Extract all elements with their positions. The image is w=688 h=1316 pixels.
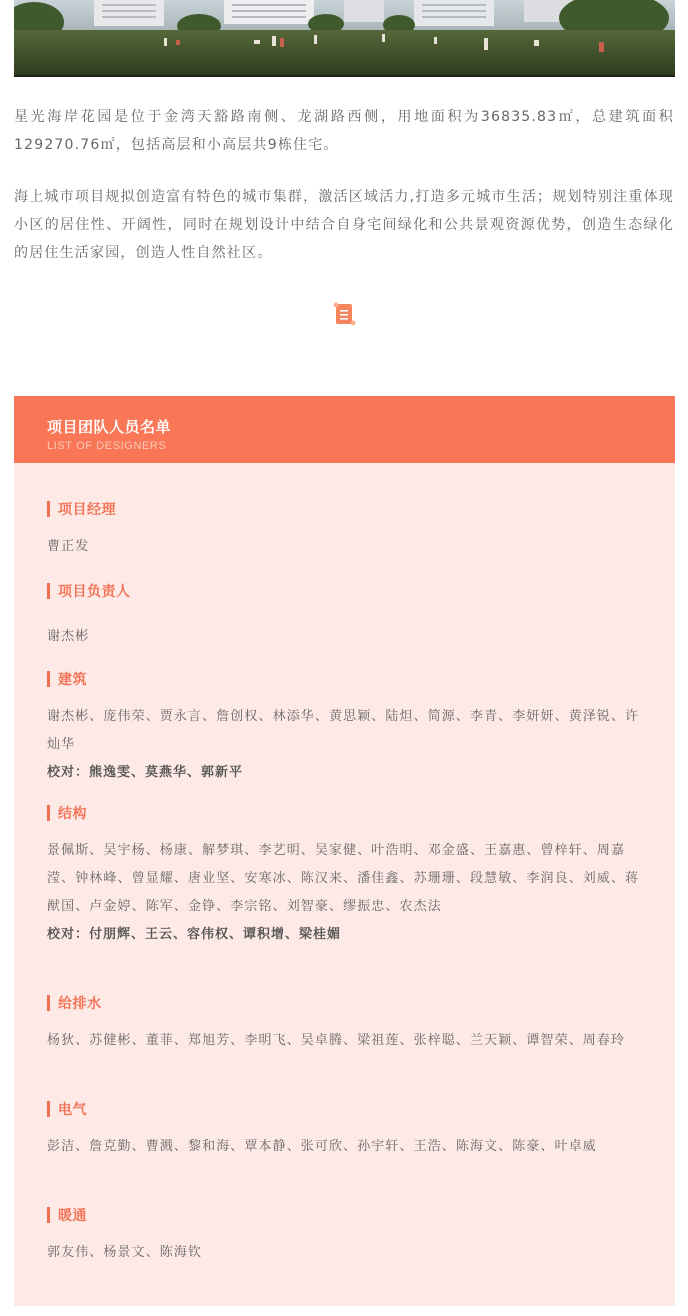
section-names: 郭友伟、杨景文、陈海钦 — [47, 1245, 203, 1260]
section-marker — [47, 995, 50, 1011]
section-review: 校对：熊逸雯、莫燕华、郭新平 — [47, 765, 244, 780]
section-title: 结构 — [58, 806, 87, 822]
section-marker — [47, 1101, 50, 1117]
section-title: 建筑 — [58, 672, 87, 688]
intro-paragraph-2: 海上城市项目规拟创造富有特色的城市集群，激活区域活力,打造多元城市生活；规划特别注重体现小区的居住性、开阔性，同时在规划设计中结合自身宅间绿化和公共景观资源优势，创造生态绿化的居住生活家园，创造人性自然社区。 — [14, 189, 674, 261]
hero-image — [14, 0, 675, 77]
section-title: 电气 — [58, 1102, 87, 1118]
section-project-manager — [47, 499, 647, 561]
section-water-supply — [47, 993, 647, 1055]
section-names: 谢杰彬、庞伟荣、贾永言、詹创权、林添华、黄思颖、陆炟、简源、李青、李妍妍、黄泽锐、许灿华 — [47, 709, 640, 752]
section-title: 项目负责人 — [58, 584, 131, 600]
team-subtitle: LIST OF DESIGNERS — [47, 440, 167, 452]
section-marker — [47, 583, 50, 599]
section-marker — [47, 501, 50, 517]
team-list — [14, 396, 675, 1306]
section-structure — [47, 803, 647, 949]
section-names: 彭洁、詹克勤、曹溅、黎和海、覃本静、张可欣、孙宇轩、王浩、陈海文、陈豪、叶卓威 — [47, 1139, 597, 1154]
section-project-lead — [47, 581, 647, 651]
team-header — [14, 396, 675, 463]
section-review: 校对：付朋辉、王云、容伟权、谭积增、梁桂媚 — [47, 927, 342, 942]
section-title: 给排水 — [58, 996, 102, 1012]
section-architecture — [47, 669, 647, 787]
section-marker — [47, 671, 50, 687]
section-names: 杨狄、苏健彬、董菲、郑旭芳、李明飞、吴卓腾、梁祖莲、张梓聪、兰天颖、谭智荣、周春玲 — [47, 1033, 626, 1048]
section-names: 曹正发 — [47, 539, 90, 554]
scroll-icon — [332, 301, 358, 327]
team-title: 项目团队人员名单 — [47, 418, 172, 436]
section-marker — [47, 805, 50, 821]
section-electrical — [47, 1099, 647, 1161]
section-names: 谢杰彬 — [47, 629, 90, 644]
intro-paragraph-1: 星光海岸花园是位于金湾天豁路南侧、龙湖路西侧，用地面积为36835.83㎡，总建筑面积129270.76㎡，包括高层和小高层共9栋住宅。 — [14, 109, 674, 153]
section-hvac — [47, 1205, 647, 1267]
section-names: 景佩斯、吴宇杨、杨康、解梦琪、李艺明、吴家健、叶浩明、邓金盛、王嘉惠、曾梓轩、周嘉滢、钟林峰、曾显耀、唐业坚、安寒冰、陈汉来、潘佳鑫、苏珊珊、段慧敏、李润良、刘威、蒋猷国、卢金婷、陈军、金铮、李宗铭、刘智豪、缪振忠、农杰法 — [47, 843, 640, 914]
section-title: 暖通 — [58, 1208, 87, 1224]
section-title: 项目经理 — [58, 502, 116, 518]
section-marker — [47, 1207, 50, 1223]
